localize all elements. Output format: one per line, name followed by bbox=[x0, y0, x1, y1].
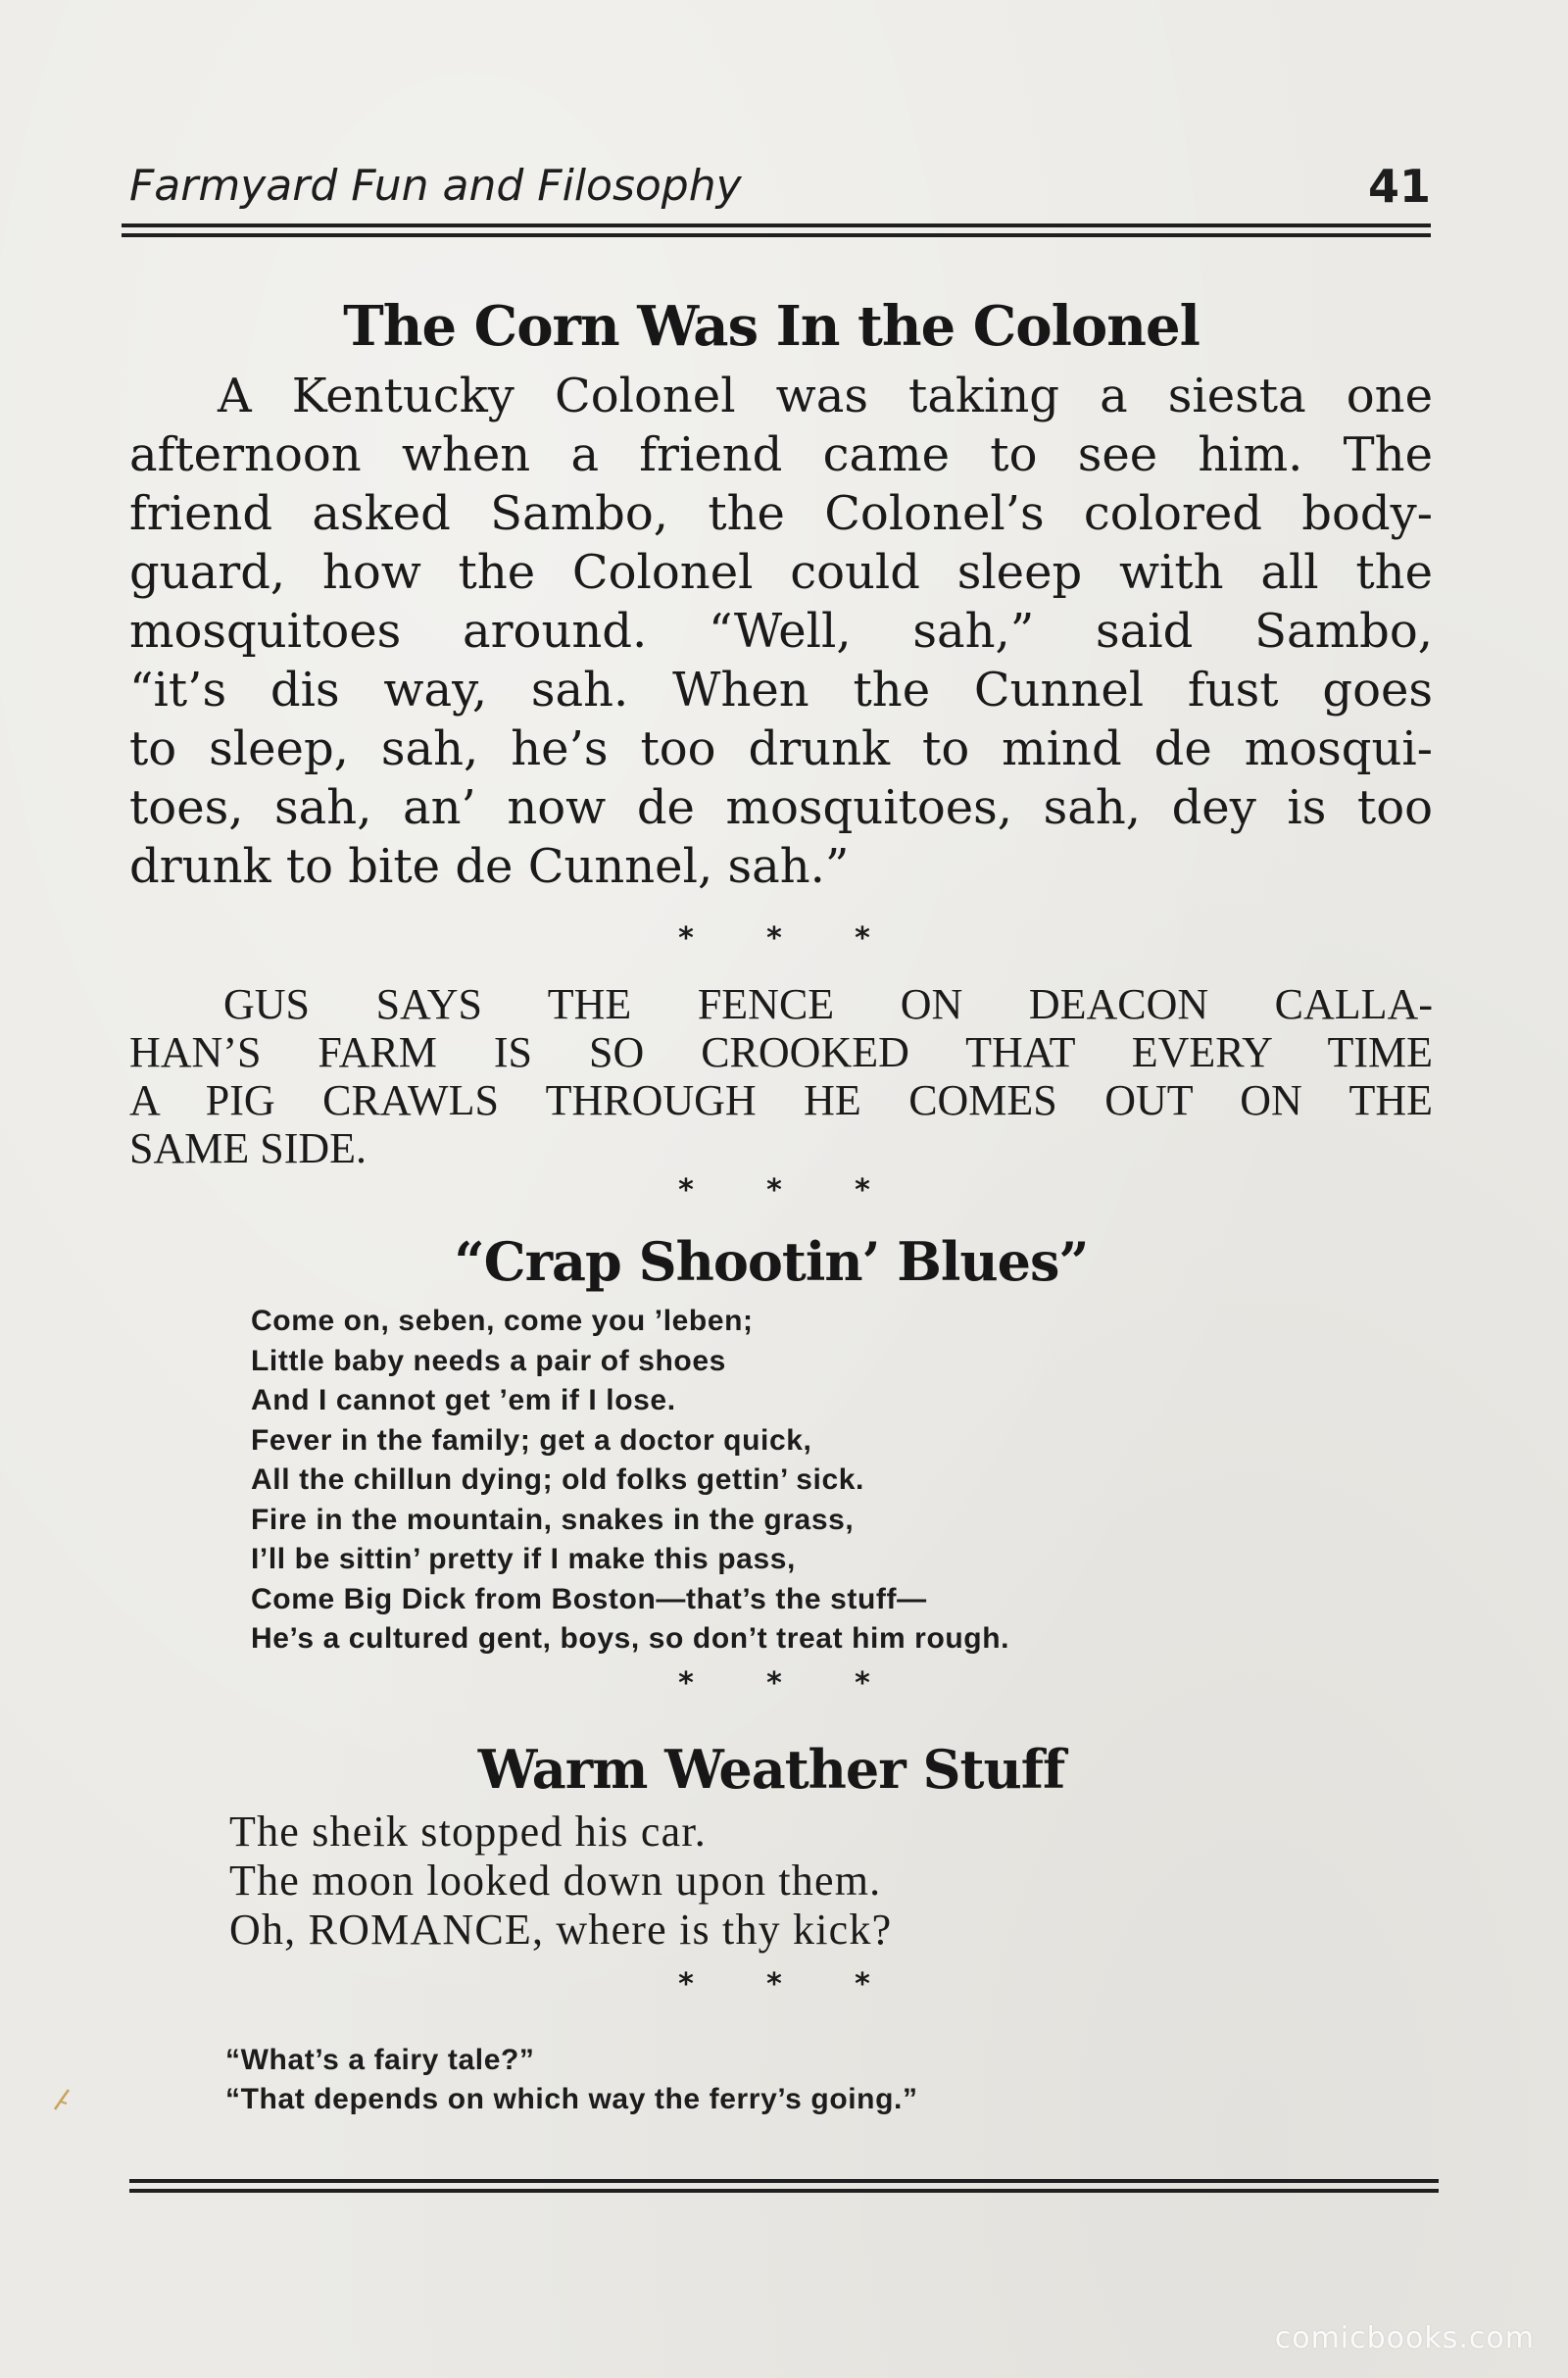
footer-double-rule bbox=[129, 2179, 1439, 2193]
verse-line: Come Big Dick from Boston—that’s the stuff— bbox=[251, 1582, 927, 1615]
fence-joke bbox=[129, 980, 1433, 1172]
joke-line: “That depends on which way the ferry’s going.” bbox=[225, 2083, 918, 2115]
poem-line: Oh, ROMANCE, where is thy kick? bbox=[229, 1906, 893, 1954]
story-line: friend asked Sambo, the Colonel’s colored body- bbox=[129, 486, 1433, 541]
poem-line: The sheik stopped his car. bbox=[229, 1808, 707, 1856]
fence-joke-line: GUS SAYS THE FENCE ON DEACON CALLA- bbox=[223, 980, 1433, 1028]
separator-star: * bbox=[855, 1173, 870, 1208]
corn-story-title: The Corn Was In the Colonel bbox=[343, 294, 1200, 359]
paper-speck-mark bbox=[51, 2086, 73, 2111]
header-double-rule bbox=[122, 223, 1431, 237]
fence-joke-line: HAN’S FARM IS SO CROOKED THAT EVERY TIME bbox=[129, 1028, 1433, 1076]
separator-star: * bbox=[678, 1967, 694, 2002]
verse-line: I’ll be sittin’ pretty if I make this pass, bbox=[251, 1543, 796, 1575]
verse-line: Little baby needs a pair of shoes bbox=[251, 1344, 726, 1377]
poem-line: The moon looked down upon them. bbox=[229, 1857, 882, 1905]
star-separator bbox=[676, 1967, 872, 2002]
star-separator bbox=[676, 921, 872, 956]
separator-star: * bbox=[855, 1967, 870, 2002]
warm-weather-title: Warm Weather Stuff bbox=[477, 1738, 1065, 1801]
verse-line: Come on, seben, come you ’leben; bbox=[251, 1305, 754, 1337]
warm-weather-poem bbox=[229, 1808, 892, 1955]
fairy-tale-joke bbox=[225, 2041, 918, 2119]
story-line: drunk to bite de Cunnel, sah.” bbox=[129, 839, 850, 894]
fence-joke-line: A PIG CRAWLS THROUGH HE COMES OUT ON THE bbox=[129, 1076, 1433, 1124]
separator-star: * bbox=[678, 1666, 694, 1701]
crap-blues-title: “Crap Shootin’ Blues” bbox=[454, 1230, 1089, 1293]
story-line: mosquitoes around. “Well, sah,” said Sambo, bbox=[129, 604, 1433, 659]
page-number: 41 bbox=[1367, 160, 1431, 213]
separator-star: * bbox=[766, 1666, 782, 1701]
story-line: afternoon when a friend came to see him. The bbox=[129, 427, 1433, 482]
separator-star: * bbox=[766, 1173, 782, 1208]
story-line: guard, how the Colonel could sleep with all the bbox=[129, 545, 1433, 600]
page-header bbox=[129, 157, 1431, 216]
separator-star: * bbox=[855, 1666, 870, 1701]
corn-story-body bbox=[129, 367, 1433, 896]
story-line: “it’s dis way, sah. When the Cunnel fust goes bbox=[129, 663, 1433, 718]
star-separator bbox=[676, 1173, 872, 1208]
separator-star: * bbox=[855, 921, 870, 956]
verse-line: And I cannot get ’em if I lose. bbox=[251, 1384, 676, 1416]
separator-star: * bbox=[766, 1967, 782, 2002]
separator-star: * bbox=[766, 921, 782, 956]
star-separator bbox=[676, 1666, 872, 1701]
separator-star: * bbox=[678, 921, 694, 956]
verse-line: He’s a cultured gent, boys, so don’t treat him rough. bbox=[251, 1622, 1010, 1655]
running-title: Farmyard Fun and Filosophy bbox=[129, 161, 742, 211]
verse-line: Fever in the family; get a doctor quick, bbox=[251, 1423, 812, 1457]
verse-line: Fire in the mountain, snakes in the grass, bbox=[251, 1503, 855, 1536]
verse-line: All the chillun dying; old folks gettin’ sick. bbox=[251, 1463, 864, 1496]
story-line: to sleep, sah, he’s too drunk to mind de mosqui- bbox=[129, 721, 1433, 776]
separator-star: * bbox=[678, 1173, 694, 1208]
fence-joke-line: SAME SIDE. bbox=[129, 1124, 368, 1172]
crap-blues-verse bbox=[251, 1302, 1009, 1660]
story-line: toes, sah, an’ now de mosquitoes, sah, dey is too bbox=[129, 780, 1433, 835]
story-line: A Kentucky Colonel was taking a siesta one bbox=[218, 369, 1433, 423]
site-watermark: comicbooks.com bbox=[1274, 2321, 1535, 2355]
joke-line: “What’s a fairy tale?” bbox=[225, 2044, 535, 2076]
